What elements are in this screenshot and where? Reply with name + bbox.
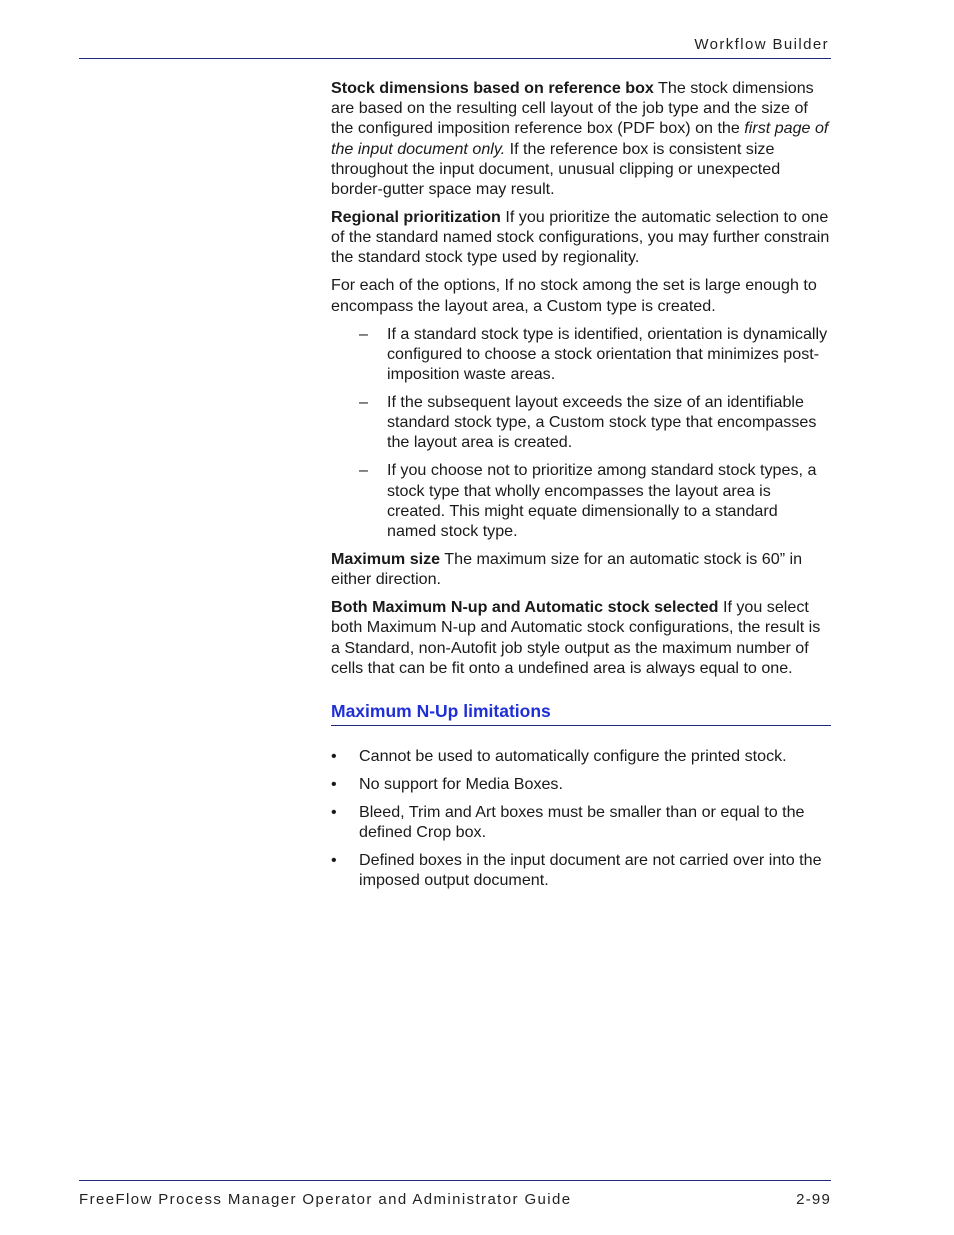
bullet-marker: • [331,851,337,870]
stock-dimensions-text-1: The stock dimensions are based on the resulting cell layout of the job type and the size of the configured imposition reference box (PDF box) on the [331,79,814,138]
dash-list [331,324,831,542]
stock-dimensions-text-2: If the reference box is consistent size throughout the input document, unusual clipping or unexpected border-gutter space may result. [331,139,781,199]
stock-dimensions-paragraph [331,78,831,199]
dash-marker: – [359,461,368,480]
dash-marker: – [359,324,368,343]
header-rule [79,58,831,59]
max-size-paragraph [331,549,831,589]
footer-rule [79,1180,831,1181]
page-body [331,78,831,898]
bullet-marker: • [331,747,337,766]
regional-paragraph [331,207,831,268]
list-item-text: No support for Media Boxes. [359,775,563,794]
list-item [331,802,831,842]
dash-item-text: If the subsequent layout exceeds the size of an identifiable standard stock type, a Custom stock type that encompasses the layout area is created. [387,393,817,452]
both-selected-term: Both Maximum N-up and Automatic stock selected [331,598,719,617]
each-option-paragraph: For each of the options, If no stock among the set is large enough to encompass the layout area, a Custom type is created. [331,276,817,315]
bullet-marker: • [331,803,337,822]
regional-term: Regional prioritization [331,208,501,227]
stock-dimensions-italic: first page of the input document only. [331,119,829,158]
page-number: 2-99 [796,1191,831,1208]
list-item [331,774,831,794]
list-item [331,746,831,766]
footer-title: FreeFlow Process Manager Operator and Administrator Guide [79,1191,572,1208]
running-header: Workflow Builder [694,36,829,53]
list-item-text: Cannot be used to automatically configure the printed stock. [359,747,787,766]
dash-item-text: If you choose not to prioritize among standard stock types, a stock type that wholly encompasses the layout area is created. This might equate dimensionally to a standard named stock type. [387,461,817,541]
dash-marker: – [359,393,368,412]
list-item-text: Bleed, Trim and Art boxes must be smaller than or equal to the defined Crop box. [359,803,805,842]
max-size-term: Maximum size [331,550,441,569]
limitations-list [331,746,831,891]
both-selected-paragraph [331,597,831,678]
list-item-text: Defined boxes in the input document are not carried over into the imposed output document. [359,851,822,890]
dash-list-item [331,324,831,385]
list-item [331,850,831,890]
dash-list-item [331,460,831,541]
both-selected-text: If you select both Maximum N-up and Automatic stock configurations, the result is a Standard, non-Autofit job style output as the maximum number of cells that can be fit onto a undefined area is always equal to one. [331,598,821,677]
bullet-marker: • [331,775,337,794]
max-size-text: The maximum size for an automatic stock is 60” in either direction. [331,550,803,589]
regional-text: If you prioritize the automatic selection to one of the standard named stock configurations, you may further constrain the standard stock type used by regionality. [331,208,830,267]
dash-list-item [331,392,831,453]
dash-item-text: If a standard stock type is identified, orientation is dynamically configured to choose a stock orientation that minimizes post-imposition waste areas. [387,324,828,384]
stock-dimensions-term: Stock dimensions based on reference box [331,79,654,97]
section-heading: Maximum N-Up limitations [331,700,831,726]
